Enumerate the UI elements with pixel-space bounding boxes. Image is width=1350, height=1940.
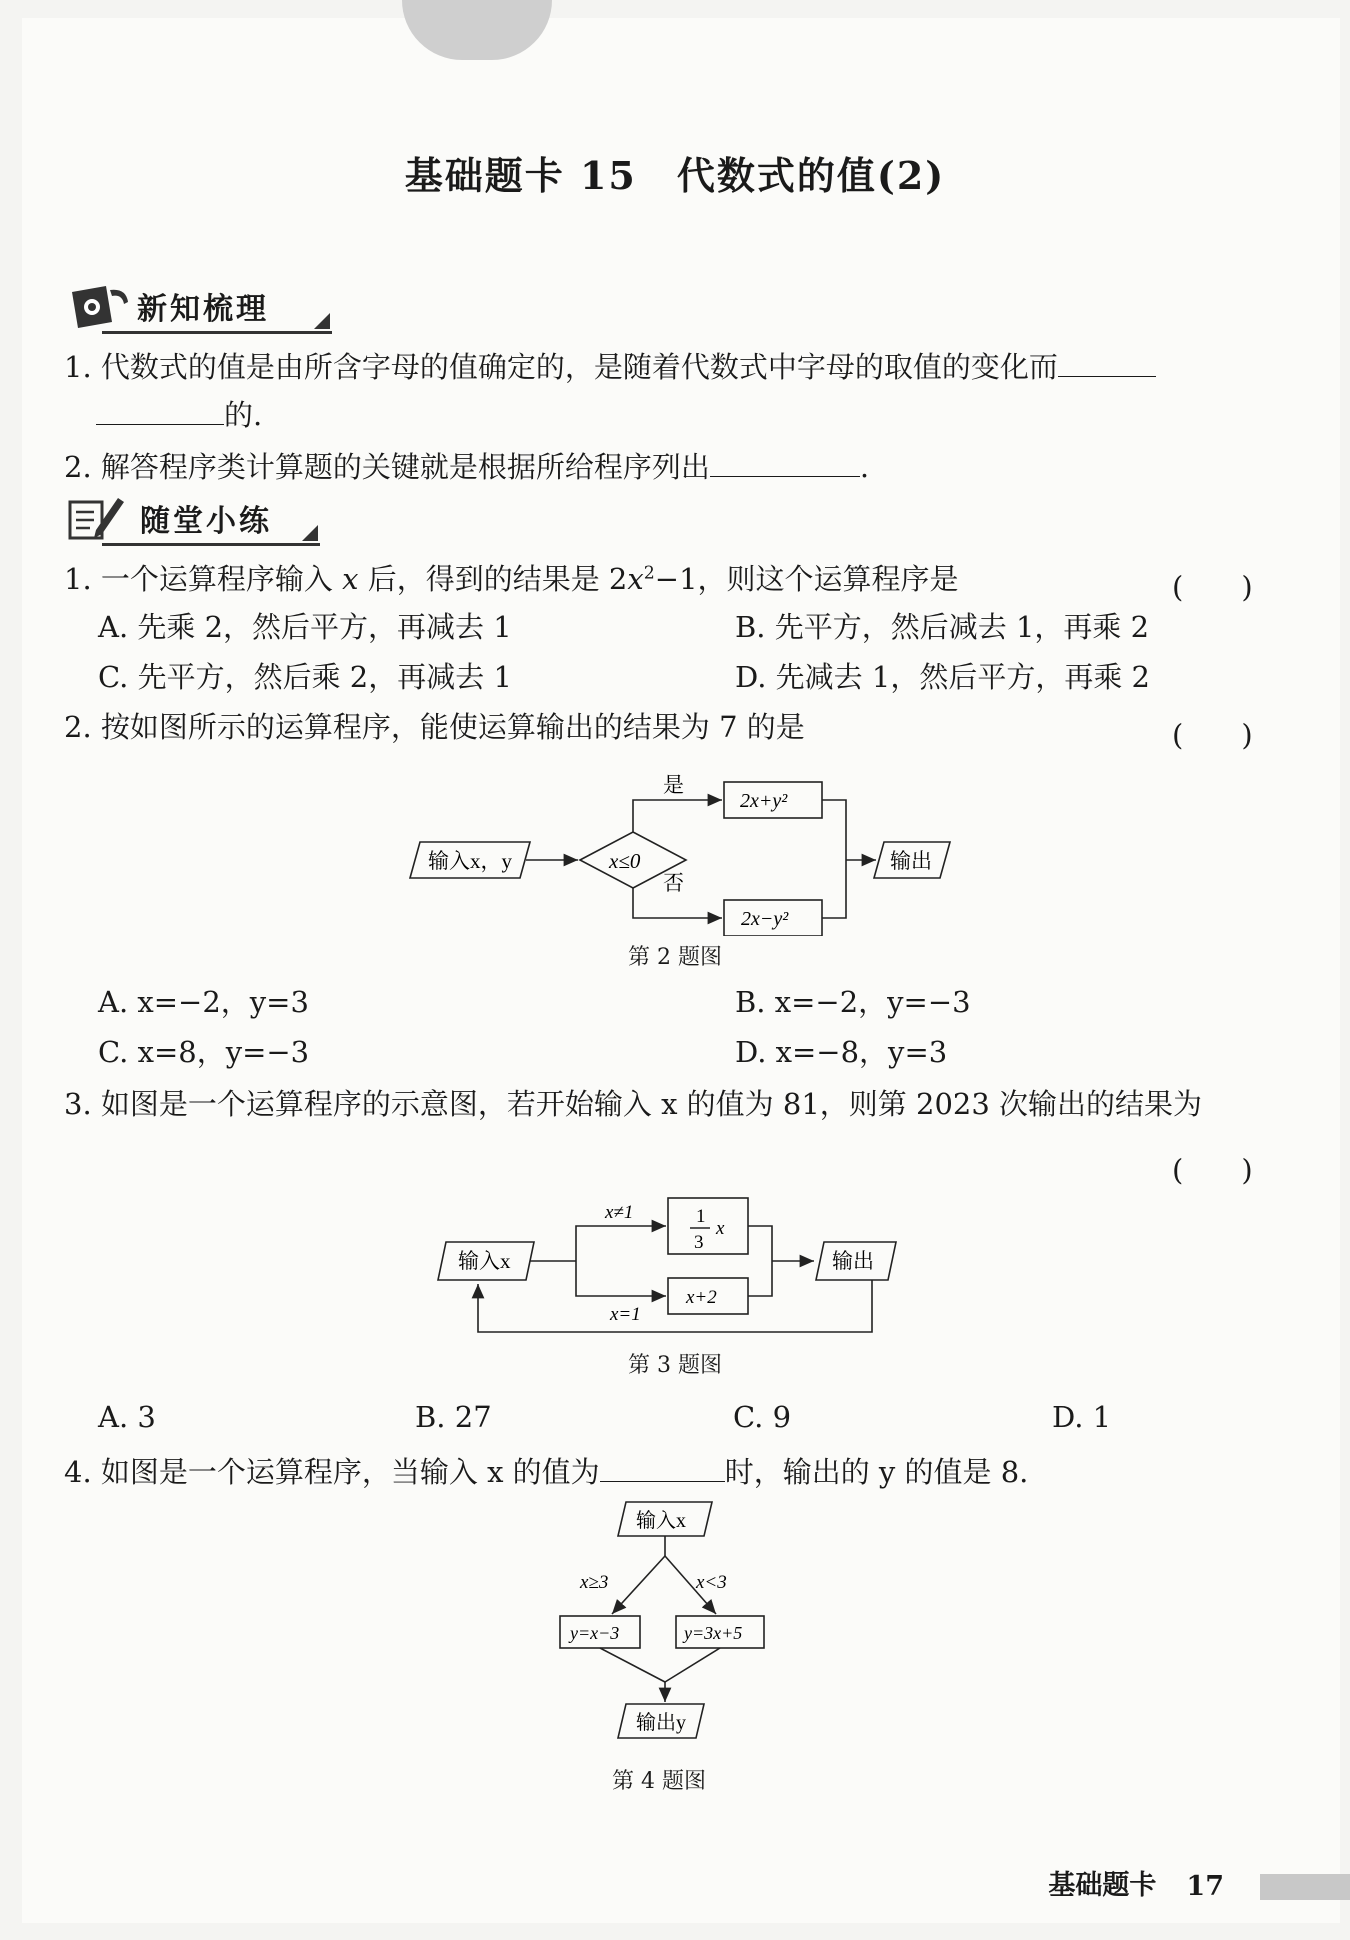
heading-triangle [302,525,318,541]
q4-left-condition: x≥3 [580,1572,609,1593]
q3-top-box [668,1198,748,1254]
q3-frac-den: 3 [694,1232,704,1253]
section-heading-practice [62,490,320,546]
page-title: 基础题卡 15 代数式的值(2) [404,153,946,198]
footer-label: 基础题卡 [1048,1870,1157,1901]
q4-stem-a: 4. 如图是一个运算程序，当输入 x 的值为 [64,1455,600,1489]
q3-option-a[interactable]: A. 3 [98,1400,156,1434]
q1-option-d[interactable]: D. 先减去 1，然后平方，再乘 2 [735,660,1150,694]
s1-q1-line1 [64,350,1156,382]
q3-flowchart [430,1180,940,1340]
q1-stem-var: x [342,562,359,596]
q1-option-b[interactable]: B. 先平方，然后减去 1，再乘 2 [735,610,1150,644]
q3-frac-num: 1 [696,1206,706,1227]
q4-stem [64,1455,1028,1487]
q3-option-c[interactable]: C. 9 [733,1400,792,1434]
q1-stem-c: −1，则这个运算程序是 [654,562,959,596]
q2-caption: 第 2 题图 [628,945,722,970]
q4-left-expr: y=x−3 [570,1623,620,1643]
answer-blank[interactable] [1058,350,1156,377]
q3-caption: 第 3 题图 [628,1353,722,1378]
footer-bar [1260,1874,1350,1900]
s1-q1-end: 的. [224,398,263,432]
q3-stem: 3. 如图是一个运算程序的示意图，若开始输入 x 的值为 81，则第 2023 次输出的结果为 [64,1087,1203,1121]
q3-bottom-path [576,1261,666,1296]
answer-blank[interactable] [96,398,224,425]
q3-top-path [576,1226,666,1261]
q1-option-a[interactable]: A. 先乘 2，然后平方，再减去 1 [98,610,512,644]
q4-right-condition: x<3 [696,1572,727,1593]
q2-option-b[interactable]: B. x=−2，y=−3 [735,985,971,1019]
s1-q2 [64,450,869,482]
section-heading-new-knowledge [62,278,332,334]
q2-yes-expr: 2x+y² [740,790,788,812]
q2-yes-label: 是 [663,773,684,797]
q4-input-label: 输入x [636,1510,686,1532]
q1-stem-x: x [627,562,644,596]
q4-right-expr: y=3x+5 [684,1623,743,1643]
q4-flowchart [540,1492,800,1752]
q2-stem: 2. 按如图所示的运算程序，能使运算输出的结果为 7 的是 [64,710,805,744]
heading-underline [102,543,320,546]
q1-stem-b: 后，得到的结果是 2 [367,562,628,596]
q1-option-c[interactable]: C. 先平方，然后乘 2，再减去 1 [98,660,512,694]
q3-top-condition: x≠1 [605,1202,634,1223]
q4-merge-right [665,1648,720,1682]
q3-bottom-condition: x=1 [610,1304,641,1325]
section-heading-label: 新知梳理 [137,292,269,327]
q3-input-label: 输入x [458,1249,511,1273]
q2-condition: x≤0 [609,849,641,873]
answer-paren[interactable]: ( ) [1172,718,1253,752]
q4-left-path [612,1556,665,1614]
q2-input-label: 输入x，y [428,849,512,873]
q1-stem-sup: 2 [643,563,655,584]
answer-paren[interactable]: ( ) [1172,1153,1253,1187]
q2-no-label: 否 [663,871,684,895]
q3-option-b[interactable]: B. 27 [415,1400,492,1434]
answer-blank[interactable] [710,450,860,477]
q2-option-c[interactable]: C. x=8，y=−3 [98,1035,310,1069]
heading-underline [102,331,332,334]
q2-output-label: 输出 [890,849,932,873]
q2-yes-path [633,800,722,832]
q2-flowchart [400,756,960,936]
q2-merge-line [822,800,846,918]
q2-option-d[interactable]: D. x=−8，y=3 [735,1035,948,1069]
s1-q2-end: . [859,450,870,484]
q3-loop-back-path [478,1280,872,1332]
answer-paren[interactable]: ( ) [1172,570,1253,604]
notebook-pen-icon [66,494,126,546]
q1-stem-a: 1. 一个运算程序输入 [64,562,333,596]
q2-option-a[interactable]: A. x=−2，y=3 [98,985,309,1019]
q2-no-expr: 2x−y² [741,908,789,930]
q3-bottom-expr: x+2 [686,1287,717,1308]
page-number: 17 [1186,1871,1224,1902]
answer-blank[interactable] [600,1455,725,1482]
q3-merge-line [748,1226,772,1296]
s1-q2-text: 2. 解答程序类计算题的关键就是根据所给程序列出 [64,450,710,484]
camera-icon [66,282,132,334]
q4-caption: 第 4 题图 [612,1769,706,1794]
q1-stem [64,562,959,596]
q4-stem-b: 时，输出的 y 的值是 8. [724,1455,1029,1489]
q3-output-label: 输出 [832,1249,874,1273]
s1-q1-text: 1. 代数式的值是由所含字母的值确定的，是随着代数式中字母的取值的变化而 [64,350,1058,384]
s1-q1-line2 [96,398,262,430]
heading-triangle [314,313,330,329]
section-heading-label: 随堂小练 [140,504,272,539]
q3-frac-var: x [716,1218,725,1239]
q4-merge-left [600,1648,665,1682]
q4-output-label: 输出y [636,1712,686,1734]
q3-option-d[interactable]: D. 1 [1052,1400,1112,1434]
